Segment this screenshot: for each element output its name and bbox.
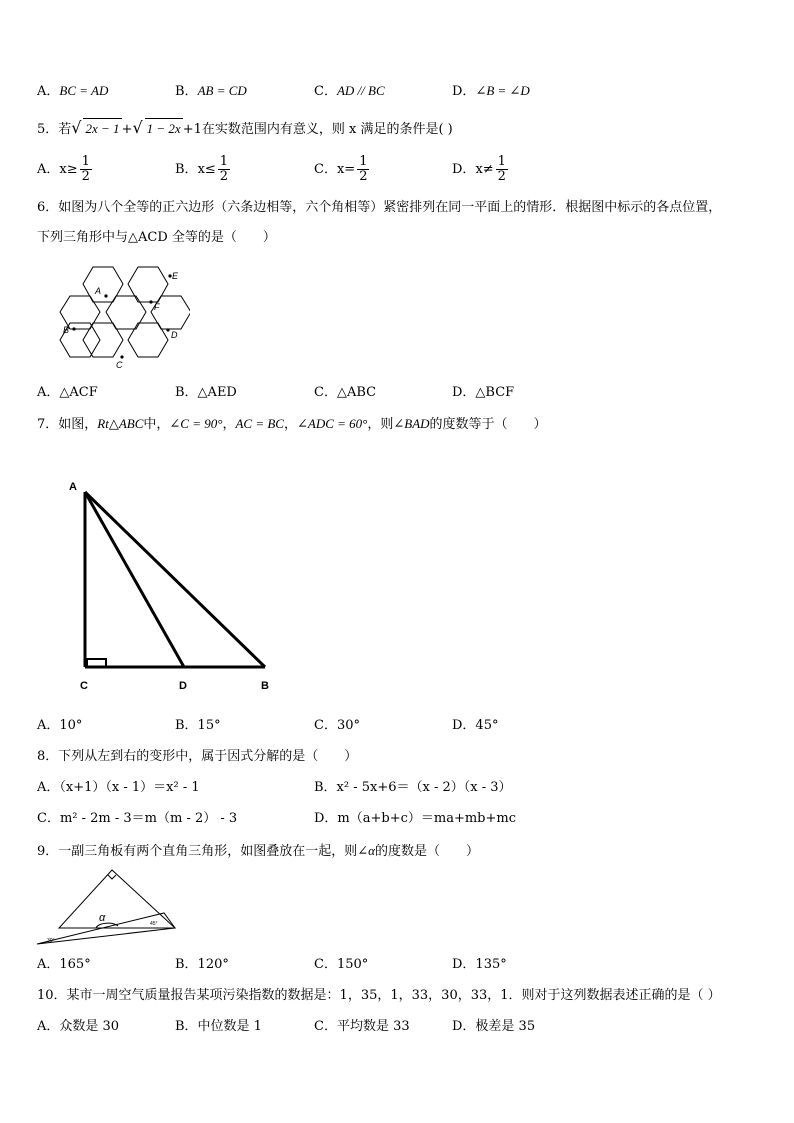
q9-set-squares-figure: [30, 862, 180, 948]
q7-option-b: B．15°: [175, 718, 221, 733]
q5-option-a: A．x≥ $\frac{1}{2}$: [37, 154, 90, 184]
q4-option-a: A．BC = AD: [37, 83, 109, 99]
q10-option-a: A．众数是 30: [37, 1019, 120, 1034]
q6-label-c: C: [116, 360, 123, 370]
q9-option-b: B．120°: [175, 957, 229, 972]
q4-option-c: C．AD // BC: [314, 83, 385, 99]
q6-label-b: B: [63, 325, 70, 335]
q4-option-d: D．∠B = ∠D: [452, 83, 530, 99]
q4-option-b: B．AB = CD: [175, 83, 247, 99]
q10-options-row: [0, 1017, 794, 1037]
hexagon: [83, 323, 123, 357]
q8-option-d: D．m（a+b+c）＝ma+mb+mc: [314, 811, 517, 826]
hexagon: [128, 323, 168, 357]
hexagon: [128, 267, 168, 302]
q8-option-b: B．x² - 5x+6＝（x - 2）（x - 3）: [314, 780, 512, 795]
q6-label-f: F: [154, 302, 160, 312]
q6-hexagon-figure: [55, 260, 190, 375]
q5-option-c: C．x= $\frac{1}{2}$: [314, 154, 368, 184]
q8-stem: 8．下列从左到右的变形中，属于因式分解的是（ ）: [37, 749, 358, 764]
q5-stem: [0, 118, 794, 138]
q5-radicand-1: 2x − 1: [83, 118, 121, 139]
q6-label-e: E: [172, 271, 179, 281]
sqrt-icon: √: [132, 118, 143, 137]
q6-label-a: A: [95, 286, 102, 296]
q6-option-d: D．△BCF: [452, 385, 515, 400]
q6-label-d: D: [171, 330, 178, 340]
q5-options-row: [0, 152, 794, 188]
q6-options-row: [0, 383, 794, 403]
q9-option-c: C．150°: [314, 957, 369, 972]
q5-option-b: B．x≤ $\frac{1}{2}$: [175, 154, 229, 184]
q10-option-c: C．平均数是 33: [314, 1019, 410, 1034]
q5-suffix: 在实数范围内有意义，则 x 满足的条件是( ): [201, 122, 453, 137]
q6-stem-line2: 下列三角形中与△ACD 全等的是（ ）: [37, 230, 276, 245]
q9-stem: 9．一副三角板有两个直角三角形，如图叠放在一起，则∠α的度数是（ ）: [37, 843, 480, 859]
q10-stem: 10．某市一周空气质量报告某项污染指数的数据是：1，35，1，33，30，33，1．则对于这列数据表述正确的是（ ）: [37, 988, 721, 1003]
q5-option-d: D．x≠ $\frac{1}{2}$: [452, 154, 506, 184]
hexagon: [106, 296, 146, 329]
q9-label-alpha: α: [99, 912, 106, 924]
q7-label-c: C: [80, 680, 88, 692]
hexagon: [151, 296, 190, 329]
q7-label-d: D: [179, 680, 187, 692]
q9-option-d: D．135°: [452, 957, 507, 972]
q10-option-d: D．极差是 35: [452, 1019, 536, 1034]
q5-plus-2: +1: [182, 122, 202, 137]
q9-label-30deg: 30°: [47, 938, 55, 944]
q7-options-row: [0, 716, 794, 736]
q7-triangle-figure: [60, 475, 280, 695]
q7-option-d: D．45°: [452, 718, 499, 733]
q6-option-b: B．△AED: [175, 385, 237, 400]
q8-option-a: A．（x+1）（x - 1）＝x² - 1: [37, 780, 200, 795]
q6-stem-line1: 6．如图为八个全等的正六边形（六条边相等，六个角相等）紧密排列在同一平面上的情形．根据图中标示的各点位置，: [37, 200, 722, 215]
q7-option-a: A．10°: [37, 718, 83, 733]
q9-options-row: [0, 955, 794, 975]
q8-options-row-1: [0, 778, 794, 798]
q7-option-c: C．30°: [314, 718, 360, 733]
sqrt-icon: √: [71, 118, 82, 137]
q6-option-a: A．△ACF: [37, 385, 98, 400]
q10-option-b: B．中位数是 1: [175, 1019, 262, 1034]
q4-options-row: [0, 81, 794, 101]
q5-radicand-2: 1 − 2x: [145, 118, 183, 139]
q8-options-row-2: [0, 809, 794, 829]
q8-option-c: C．m² - 2m - 3＝m（m - 2） - 3: [37, 811, 238, 826]
q5-prefix: 5．若: [37, 122, 72, 137]
hexagon: [83, 267, 123, 302]
q7-stem: 7．如图，Rt△ABC中，∠C = 90°，AC = BC，∠ADC = 60°，则∠BAD的度数等于（ ）: [37, 416, 547, 432]
q9-label-45deg: 45°: [150, 921, 158, 927]
q7-label-b: B: [261, 680, 269, 692]
q6-option-c: C．△ABC: [314, 385, 377, 400]
q7-label-a: A: [69, 481, 77, 493]
q5-plus-1: +: [121, 122, 133, 137]
q9-option-a: A．165°: [37, 957, 91, 972]
